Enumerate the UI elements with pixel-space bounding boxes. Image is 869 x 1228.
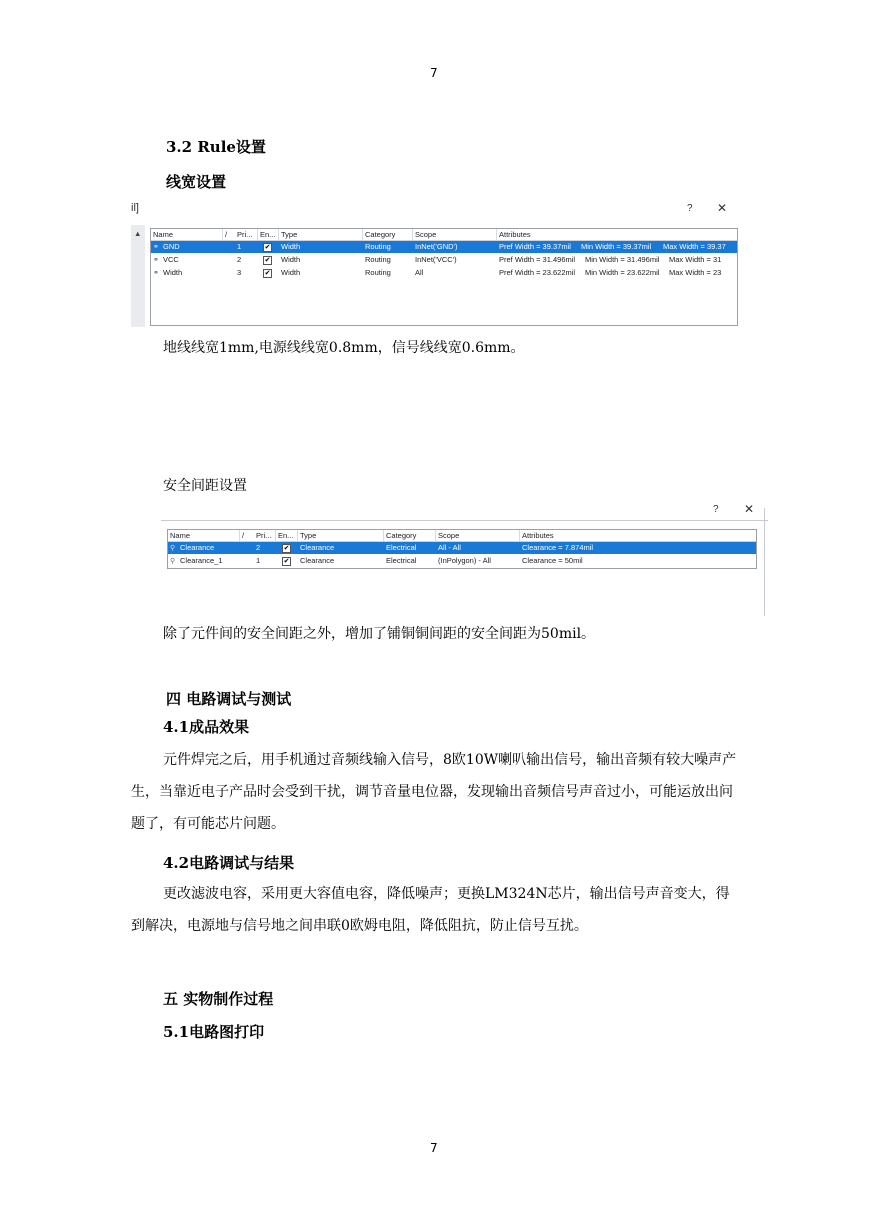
section-5-title: 五 实物制作过程: [163, 990, 274, 1008]
close-icon[interactable]: ✕: [744, 502, 755, 516]
clearance-table: [167, 529, 757, 569]
col-type[interactable]: Type: [279, 229, 363, 240]
close-icon[interactable]: ✕: [717, 201, 728, 215]
enabled-checkbox[interactable]: ✔: [264, 244, 271, 251]
section-4-1-text: [131, 744, 741, 840]
rule-type: Width: [281, 268, 301, 277]
clearance-rules-dialog: [161, 500, 768, 616]
rule-name: Clearance_1: [180, 556, 223, 565]
col-sort: /: [225, 230, 228, 239]
rule-attr-clearance: Clearance = 7.874mil: [522, 543, 594, 552]
rule-attr-pref: Pref Width = 39.37mil: [499, 242, 571, 251]
enabled-checkbox[interactable]: ✔: [283, 545, 290, 552]
dialog-title-fragment: il]: [131, 202, 139, 214]
rule-attr-pref: Pref Width = 23.622mil: [499, 268, 576, 277]
col-type[interactable]: Type: [298, 530, 384, 541]
rule-name: GND: [163, 242, 180, 251]
section-4-2-title: 4.2电路调试与结果: [163, 854, 295, 872]
enabled-checkbox[interactable]: ✔: [283, 558, 290, 565]
col-name[interactable]: Name: [168, 530, 240, 541]
line-width-heading: 线宽设置: [166, 173, 227, 191]
width-note: 地线线宽1mm,电源线线宽0.8mm，信号线线宽0.6mm。: [163, 340, 525, 356]
col-name[interactable]: Name: [151, 229, 223, 240]
dialog-frame-top: [161, 520, 768, 521]
table-header: [151, 229, 737, 241]
rule-attr-min: Min Width = 31.496mil: [585, 255, 660, 264]
col-enabled[interactable]: En...: [276, 530, 298, 541]
table-header: [168, 530, 756, 542]
rule-priority: 2: [237, 255, 242, 264]
rule-type: Clearance: [300, 543, 335, 552]
rule-attr-pref: Pref Width = 31.496mil: [499, 255, 576, 264]
rule-category: Routing: [365, 268, 391, 277]
rule-category: Routing: [365, 242, 391, 251]
rule-category: Electrical: [386, 556, 417, 565]
rule-scope: InNet('VCC'): [415, 255, 457, 264]
col-scope[interactable]: Scope: [413, 229, 497, 240]
rule-attr-min: Min Width = 39.37mil: [581, 242, 652, 251]
col-sort: /: [242, 531, 245, 540]
section-4-2-body: 更改滤波电容，采用更大容值电容，降低噪声；更换LM324N芯片，输出信号声音变大，得到解决，电源地与信号地之间串联0欧姆电阻，降低阻抗，防止信号互扰。: [131, 886, 730, 934]
clearance-note: 除了元件间的安全间距之外，增加了铺铜铜间距的安全间距为50mil。: [163, 626, 596, 642]
rule-category: Routing: [365, 255, 391, 264]
rule-priority: 2: [256, 543, 261, 552]
col-attributes[interactable]: Attributes: [522, 531, 554, 540]
col-scope[interactable]: Scope: [436, 530, 520, 541]
rule-name: Width: [163, 268, 183, 277]
table-row[interactable]: [168, 555, 756, 567]
rule-category: Electrical: [386, 543, 417, 552]
help-button[interactable]: ?: [687, 203, 693, 214]
rule-scope: InNet('GND'): [415, 242, 458, 251]
rule-type: Clearance: [300, 556, 335, 565]
enabled-checkbox[interactable]: ✔: [264, 270, 271, 277]
rule-icon: ⚲: [170, 545, 176, 552]
rule-name: Clearance: [180, 543, 215, 552]
dialog-frame-right: [764, 508, 765, 616]
col-priority[interactable]: Pri...: [235, 229, 258, 240]
section-4-title: 四 电路调试与测试: [166, 690, 292, 708]
col-category[interactable]: Category: [384, 530, 436, 541]
rule-scope: (InPolygon) - All: [438, 556, 491, 565]
rule-attr-max: Max Width = 39.37: [663, 242, 726, 251]
section-4-1-body: 元件焊完之后，用手机通过音频线输入信号，8欧10W喇叭输出信号，输出音频有较大噪声产生，当靠近电子产品时会受到干扰，调节音量电位器，发现输出音频信号声音过小，可能运放出问题了，有可能芯片问题。: [131, 752, 737, 832]
rules-table: [150, 228, 738, 326]
rule-attr-max: Max Width = 31: [669, 255, 722, 264]
page-number-bottom: 7: [430, 1141, 438, 1155]
clearance-heading: 安全间距设置: [163, 478, 247, 494]
section-4-1-title: 4.1成品效果: [163, 718, 250, 736]
rule-icon: ⚲: [170, 558, 176, 565]
rule-name: VCC: [163, 255, 179, 264]
tree-pane-edge: [131, 225, 145, 327]
col-category[interactable]: Category: [363, 229, 413, 240]
rule-priority: 1: [237, 242, 242, 251]
rule-priority: 3: [237, 268, 242, 277]
col-priority[interactable]: Pri...: [254, 530, 276, 541]
section-4-2-text: [131, 878, 741, 942]
enabled-checkbox[interactable]: ✔: [264, 257, 271, 264]
width-rules-dialog: [131, 199, 738, 327]
rule-type: Width: [281, 242, 301, 251]
rule-type: Width: [281, 255, 301, 264]
rule-icon: ⚭: [153, 257, 159, 264]
table-row[interactable]: [168, 542, 756, 554]
tree-expander-icon[interactable]: ▲: [134, 229, 142, 238]
table-row[interactable]: [151, 254, 737, 266]
rule-priority: 1: [256, 556, 261, 565]
table-row[interactable]: [151, 267, 737, 279]
section-5-1-title: 5.1电路图打印: [163, 1023, 265, 1041]
table-row[interactable]: [151, 241, 737, 253]
rule-attr-max: Max Width = 23: [669, 268, 722, 277]
help-button[interactable]: ?: [713, 504, 719, 515]
rule-scope: All - All: [438, 543, 461, 552]
col-attributes[interactable]: Attributes: [499, 230, 531, 239]
col-enabled[interactable]: En...: [258, 229, 279, 240]
rule-attr-min: Min Width = 23.622mil: [585, 268, 660, 277]
rule-scope: All: [415, 268, 424, 277]
rule-attr-clearance: Clearance = 50mil: [522, 556, 583, 565]
rule-icon: ⚭: [153, 244, 159, 251]
section-3-2-title: 3.2 Rule设置: [166, 138, 266, 156]
rule-icon: ⚭: [153, 270, 159, 277]
page-number-top: 7: [430, 66, 438, 80]
